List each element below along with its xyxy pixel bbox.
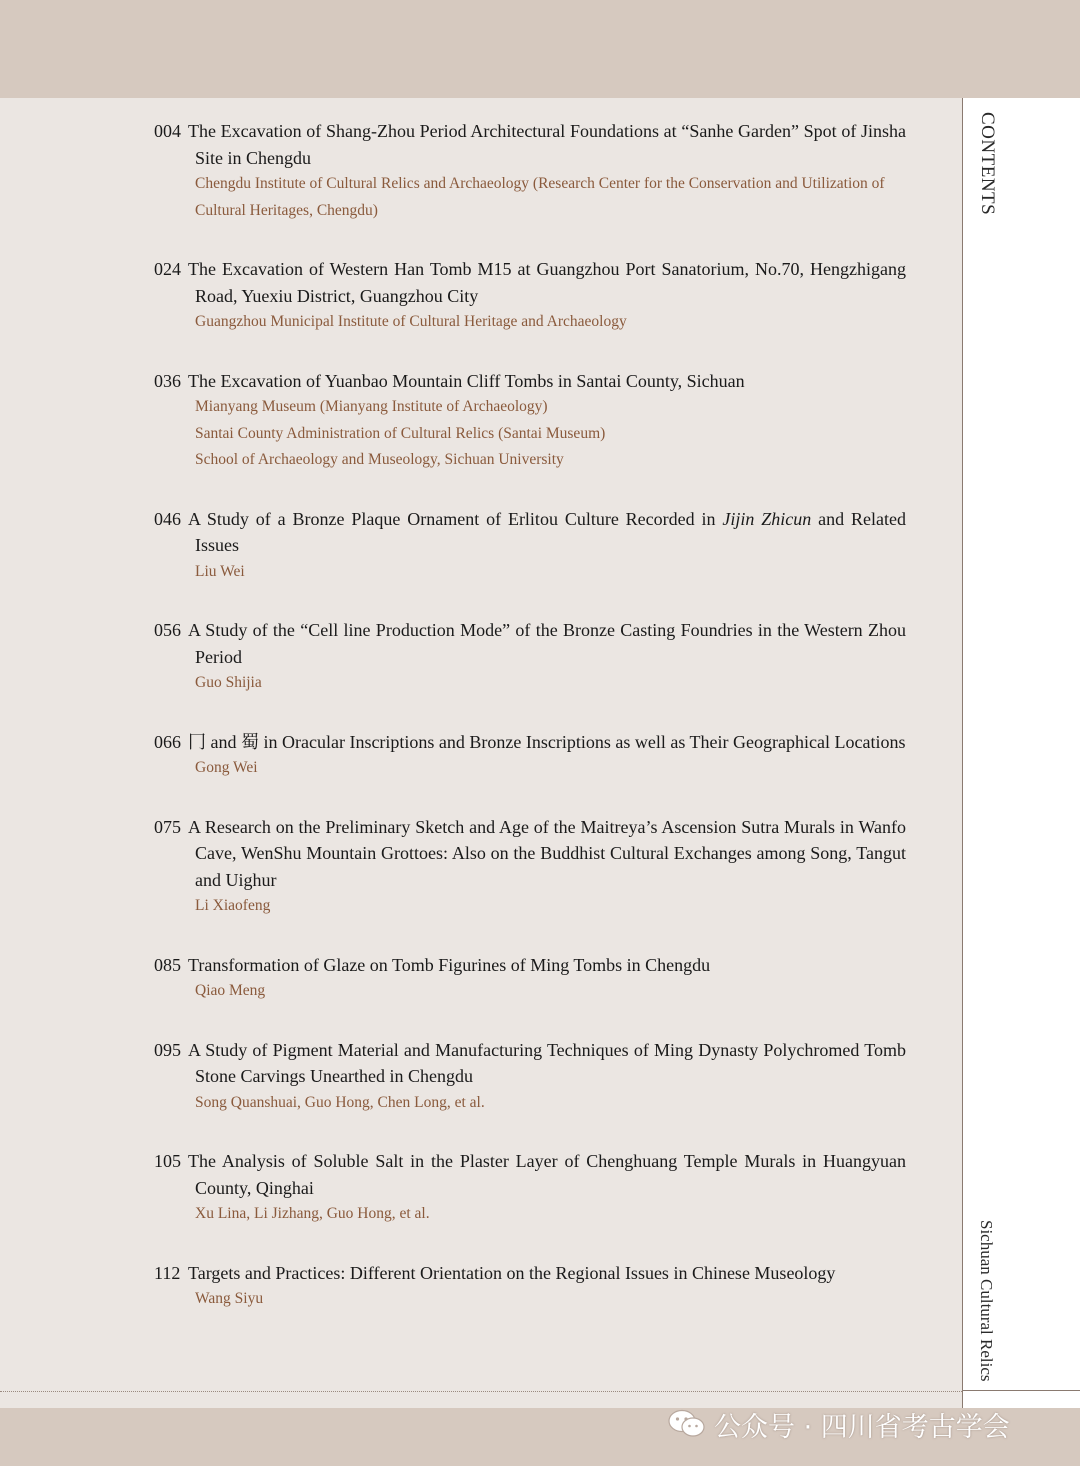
contents-entry[interactable] <box>154 118 906 224</box>
entry-author: Guo Shijia <box>195 674 262 691</box>
entry-title <box>154 1148 906 1201</box>
entry-author: Santai County Administration of Cultural Relics (Santai Museum) <box>195 424 606 442</box>
page-number: 095 <box>154 1039 181 1060</box>
contents-entry[interactable] <box>154 729 906 782</box>
page-number: 004 <box>154 121 181 141</box>
entry-author: Qiao Meng <box>195 982 266 999</box>
page-number: 112 <box>154 1262 181 1283</box>
entry-author: Song Quanshuai, Guo Hong, Chen Long, et al. <box>195 1093 485 1111</box>
contents-label: CONTENTS <box>977 112 998 216</box>
margin-rule <box>962 1390 1080 1391</box>
entry-author: Mianyang Museum (Mianyang Institute of Archaeology) <box>195 398 548 415</box>
right-margin-panel <box>962 98 1080 1408</box>
watermark-text: 公众号 · 四川省考古学会 <box>714 1411 1010 1443</box>
contents-entry[interactable] <box>154 1037 906 1117</box>
entry-title <box>154 368 906 395</box>
title-text: The Excavation of Western Han Tomb M15 at Guangzhou Port Sanatorium, No.70, Hengzhigang Road, Yuexiu District, Guangzhou City <box>188 259 906 306</box>
page-number: 046 <box>154 508 181 529</box>
title-text: and Related Issues <box>195 508 906 555</box>
contents-entry[interactable] <box>154 256 906 336</box>
entry-author: Xu Lina, Li Jizhang, Guo Hong, et al. <box>195 1205 430 1222</box>
page-number: 056 <box>154 620 181 640</box>
entry-title <box>154 617 906 670</box>
contents-entry[interactable] <box>154 1148 906 1228</box>
entry-title <box>154 506 906 559</box>
title-text: 冂 and 蜀 in Oracular Inscriptions and Bronze Inscriptions as well as Their Geographical Locations <box>188 731 906 752</box>
wechat-icon <box>668 1409 706 1439</box>
title-italic-text: Jijin Zhicun <box>722 508 812 529</box>
title-text: The Excavation of Yuanbao Mountain Cliff Tombs in Santai County, Sichuan <box>188 370 745 391</box>
entry-title <box>154 1260 906 1287</box>
page-number: 024 <box>154 259 181 279</box>
title-text: A Study of the “Cell line Production Mode” of the Bronze Casting Foundries in the Western Zhou Period <box>188 620 906 667</box>
contents-entry[interactable] <box>154 368 906 474</box>
entry-author: Gong Wei <box>195 759 258 776</box>
page-number: 105 <box>154 1151 181 1171</box>
contents-entry[interactable] <box>154 617 906 697</box>
dotted-divider <box>0 1391 962 1392</box>
page-number: 075 <box>154 816 181 837</box>
entry-title <box>154 256 906 309</box>
wechat-watermark <box>668 1406 1010 1442</box>
journal-name-label: Sichuan Cultural Relics <box>977 1220 996 1382</box>
title-text: A Research on the Preliminary Sketch and Age of the Maitreya’s Ascension Sutra Murals in Wanfo Cave, WenShu Mountain Grottoes: Also on the Buddhist Cultural Exchanges among Song, Tangut and Uighur <box>188 816 906 890</box>
entry-author: Wang Siyu <box>195 1290 264 1307</box>
entry-author: Guangzhou Municipal Institute of Cultural Heritage and Archaeology <box>195 313 627 330</box>
title-text: A Study of a Bronze Plaque Ornament of Erlitou Culture Recorded in <box>188 508 723 529</box>
title-text: The Excavation of Shang-Zhou Period Architectural Foundations at “Sanhe Garden” Spot of Jinsha Site in Chengdu <box>188 121 906 168</box>
entry-author: Chengdu Institute of Cultural Relics and Archaeology (Research Center for the Conservation and Utilization of Cultural Heritages, Chengdu) <box>195 175 885 219</box>
contents-list <box>154 118 906 1345</box>
entry-title <box>154 814 906 894</box>
contents-entry[interactable] <box>154 952 906 1005</box>
entry-title <box>154 118 906 171</box>
entry-title <box>154 729 906 756</box>
contents-entry[interactable] <box>154 814 906 920</box>
entry-author: Liu Wei <box>195 562 245 580</box>
contents-entry[interactable] <box>154 1260 906 1313</box>
page-number: 085 <box>154 954 181 975</box>
title-text: The Analysis of Soluble Salt in the Plaster Layer of Chenghuang Temple Murals in Huangyuan County, Qinghai <box>188 1151 906 1198</box>
entry-author: School of Archaeology and Museology, Sichuan University <box>195 451 564 468</box>
title-text: Targets and Practices: Different Orientation on the Regional Issues in Chinese Museology <box>188 1262 836 1283</box>
contents-entry[interactable] <box>154 506 906 586</box>
title-text: Transformation of Glaze on Tomb Figurines of Ming Tombs in Chengdu <box>188 954 711 975</box>
entry-title <box>154 952 906 979</box>
top-band <box>0 0 1080 98</box>
entry-title <box>154 1037 906 1090</box>
page-number: 066 <box>154 731 181 752</box>
page-number: 036 <box>154 370 181 391</box>
entry-author: Li Xiaofeng <box>195 897 271 914</box>
title-text: A Study of Pigment Material and Manufacturing Techniques of Ming Dynasty Polychromed Tomb Stone Carvings Unearthed in Chengdu <box>188 1039 906 1086</box>
